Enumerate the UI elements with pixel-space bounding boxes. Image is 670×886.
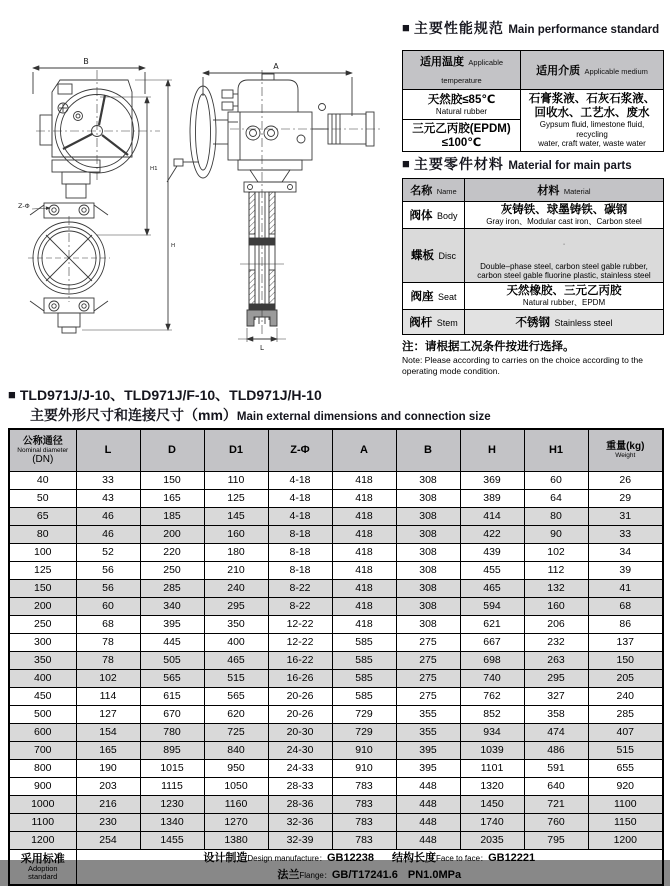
dim-cell: 795: [524, 831, 588, 849]
adoption-standard-row: [9, 849, 663, 885]
applicable-medium-cell: 石膏浆液、石灰石浆液、 回收水、工艺水、废水 Gypsum fluid, limestone fluid, recycling water, craft water, waste water: [521, 90, 664, 152]
dim-cell: 655: [588, 759, 663, 777]
dim-cell: 4-18: [268, 471, 332, 489]
dim-cell: 110: [204, 471, 268, 489]
dim-cell: 721: [524, 795, 588, 813]
dim-cell: 308: [396, 597, 460, 615]
valve-body: [28, 216, 110, 302]
side-view-drawing: [167, 62, 380, 352]
dim-cell: 165: [76, 741, 140, 759]
dim-cell: 565: [140, 669, 204, 687]
dim-cell: 400: [9, 669, 76, 687]
dim-cell: 515: [204, 669, 268, 687]
model-list: TLD971J/J-10、TLD971J/F-10、TLD971J/H-10: [19, 387, 322, 403]
dim-cell: 46: [76, 507, 140, 525]
performance-title-en: Main performance standard: [508, 24, 660, 36]
dim-cell: 729: [332, 723, 396, 741]
top-flange-lug: [30, 203, 108, 218]
dim-cell: 448: [396, 831, 460, 849]
dim-row-dn-65: [9, 507, 663, 525]
dim-cell: 8-18: [268, 543, 332, 561]
dim-cell: 56: [76, 579, 140, 597]
dimension-label-h: H: [171, 243, 176, 249]
dim-cell: 78: [76, 651, 140, 669]
dim-cell: 358: [524, 705, 588, 723]
col-header-weight: 重量(kg) Weight: [588, 429, 663, 471]
dim-cell: 448: [396, 813, 460, 831]
col-header-z: Z-Φ: [268, 429, 332, 471]
dim-cell: 762: [460, 687, 524, 705]
dim-cell: 465: [460, 579, 524, 597]
dim-cell: 308: [396, 543, 460, 561]
dim-cell: 220: [140, 543, 204, 561]
dim-cell: 1101: [460, 759, 524, 777]
dim-cell: 20-26: [268, 687, 332, 705]
dim-cell: 263: [524, 651, 588, 669]
dim-cell: 395: [396, 741, 460, 759]
material-row-stem-value: 不锈钢 Stainless steel: [465, 309, 664, 334]
col-header-d: D: [140, 429, 204, 471]
dim-cell: 4-18: [268, 489, 332, 507]
dim-cell: 1150: [588, 813, 663, 831]
dim-cell: 80: [524, 507, 588, 525]
material-row-disc-value: · Double–phase steel, carbon steel gable rubber, carbon steel gable fluorine plastic, stainless steel: [465, 228, 664, 282]
dim-cell: 1740: [460, 813, 524, 831]
side-handwheel: [167, 86, 216, 182]
dim-cell: 39: [588, 561, 663, 579]
valve-drawings: [0, 12, 400, 382]
dim-cell: 910: [332, 741, 396, 759]
dim-cell: 725: [204, 723, 268, 741]
dim-cell: 355: [396, 705, 460, 723]
col-header-b: B: [396, 429, 460, 471]
dim-cell: 465: [204, 651, 268, 669]
dim-cell: 800: [9, 759, 76, 777]
dim-cell: 640: [524, 777, 588, 795]
dim-cell: 591: [524, 759, 588, 777]
performance-col-temperature: 适用温度 Applicable temperature: [403, 51, 521, 90]
dim-cell: 400: [204, 633, 268, 651]
materials-title-zh: 主要零件材料: [413, 156, 504, 172]
dim-cell: 1115: [140, 777, 204, 795]
dim-cell: 340: [140, 597, 204, 615]
dim-row-dn-150: [9, 579, 663, 597]
performance-table: [402, 50, 664, 152]
dim-cell: 585: [332, 633, 396, 651]
dim-cell: 840: [204, 741, 268, 759]
col-header-h1: H1: [524, 429, 588, 471]
dim-cell: 24-33: [268, 759, 332, 777]
dim-cell: 1160: [204, 795, 268, 813]
section-bullet-icon: ■: [402, 20, 410, 35]
dim-cell: 240: [588, 687, 663, 705]
dim-cell: 486: [524, 741, 588, 759]
performance-title-zh: 主要性能规范: [413, 20, 504, 36]
dim-cell: 112: [524, 561, 588, 579]
bottom-flange-lug: [30, 298, 108, 313]
dim-cell: 20-26: [268, 705, 332, 723]
dim-cell: 43: [76, 489, 140, 507]
dim-cell: 8-22: [268, 597, 332, 615]
dim-cell: 418: [332, 561, 396, 579]
dim-cell: 240: [204, 579, 268, 597]
dim-cell: 16-22: [268, 651, 332, 669]
dim-cell: 31: [588, 507, 663, 525]
dim-cell: 275: [396, 687, 460, 705]
dim-cell: 740: [460, 669, 524, 687]
dim-cell: 783: [332, 777, 396, 795]
dim-cell: 12-22: [268, 633, 332, 651]
dim-row-dn-40: [9, 471, 663, 489]
dim-cell: 422: [460, 525, 524, 543]
dim-cell: 185: [140, 507, 204, 525]
dim-cell: 308: [396, 525, 460, 543]
dim-cell: 369: [460, 471, 524, 489]
dim-cell: 34: [588, 543, 663, 561]
col-header-l: L: [76, 429, 140, 471]
dim-cell: 780: [140, 723, 204, 741]
dim-cell: 46: [76, 525, 140, 543]
performance-section-title: [402, 18, 659, 38]
dimensions-title-zh: 主要外形尺寸和连接尺寸（mm）: [30, 407, 237, 423]
dim-cell: 515: [588, 741, 663, 759]
col-header-d1: D1: [204, 429, 268, 471]
dim-row-dn-500: [9, 705, 663, 723]
dim-cell: 68: [588, 597, 663, 615]
dim-cell: 86: [588, 615, 663, 633]
dim-cell: 418: [332, 615, 396, 633]
dimension-label-b: B: [83, 57, 89, 66]
dim-row-dn-300: [9, 633, 663, 651]
dim-cell: 29: [588, 489, 663, 507]
dim-cell: 205: [588, 669, 663, 687]
dim-cell: 395: [396, 759, 460, 777]
col-header-dn: 公称通径 Nominal diameter (DN): [9, 429, 76, 471]
dim-cell: 90: [524, 525, 588, 543]
dim-cell: 125: [204, 489, 268, 507]
dim-cell: 114: [76, 687, 140, 705]
materials-col-material: 材料 Material: [465, 179, 664, 202]
dim-cell: 28-33: [268, 777, 332, 795]
dim-cell: 275: [396, 651, 460, 669]
dimensions-section-title: [8, 385, 491, 425]
dim-cell: 295: [524, 669, 588, 687]
dim-cell: 418: [332, 543, 396, 561]
dim-cell: 28-36: [268, 795, 332, 813]
dim-cell: 127: [76, 705, 140, 723]
dim-cell: 60: [76, 597, 140, 615]
dim-cell: 600: [9, 723, 76, 741]
dim-cell: 24-30: [268, 741, 332, 759]
dim-row-dn-900: [9, 777, 663, 795]
dimension-label-a: A: [273, 62, 279, 71]
dim-cell: 2035: [460, 831, 524, 849]
dim-cell: 308: [396, 507, 460, 525]
dim-cell: 200: [140, 525, 204, 543]
dim-cell: 1200: [9, 831, 76, 849]
dim-cell: 700: [9, 741, 76, 759]
dim-cell: 448: [396, 795, 460, 813]
dim-cell: 418: [332, 507, 396, 525]
dim-cell: 8-18: [268, 525, 332, 543]
dim-cell: 1200: [588, 831, 663, 849]
dim-cell: 505: [140, 651, 204, 669]
dim-cell: 1320: [460, 777, 524, 795]
dim-cell: 125: [9, 561, 76, 579]
dim-cell: 137: [588, 633, 663, 651]
dim-cell: 102: [76, 669, 140, 687]
dim-cell: 4-18: [268, 507, 332, 525]
motor: [312, 104, 374, 147]
dimension-label-h1: H1: [150, 166, 158, 172]
dim-cell: 418: [332, 525, 396, 543]
dim-cell: 295: [204, 597, 268, 615]
dim-cell: 910: [332, 759, 396, 777]
dim-cell: 308: [396, 471, 460, 489]
dim-cell: 200: [9, 597, 76, 615]
material-row-disc-name: 蝶板 Disc: [403, 228, 465, 282]
temperature-natural-rubber-cell: 天然胶≤85℃ Natural rubber: [403, 90, 521, 120]
dim-cell: 52: [76, 543, 140, 561]
dim-cell: 40: [9, 471, 76, 489]
dim-cell: 1100: [588, 795, 663, 813]
dimensions-table: [8, 428, 664, 886]
dim-cell: 16-26: [268, 669, 332, 687]
dim-cell: 455: [460, 561, 524, 579]
dim-cell: 621: [460, 615, 524, 633]
dim-cell: 26: [588, 471, 663, 489]
dim-cell: 60: [524, 471, 588, 489]
dim-row-dn-1100: [9, 813, 663, 831]
dim-cell: 300: [9, 633, 76, 651]
dim-cell: 1039: [460, 741, 524, 759]
dim-cell: 254: [76, 831, 140, 849]
dim-cell: 407: [588, 723, 663, 741]
dim-cell: 8-18: [268, 561, 332, 579]
dim-cell: 670: [140, 705, 204, 723]
dim-cell: 565: [204, 687, 268, 705]
dim-cell: 418: [332, 579, 396, 597]
dim-cell: 250: [140, 561, 204, 579]
performance-col-medium: 适用介质 Applicable medium: [521, 51, 664, 90]
material-row-seat-name: 阀座 Seat: [403, 282, 465, 309]
gearbox: [40, 80, 132, 157]
dim-cell: 414: [460, 507, 524, 525]
dim-cell: 132: [524, 579, 588, 597]
dim-cell: 230: [76, 813, 140, 831]
dim-cell: 20-30: [268, 723, 332, 741]
material-row-body-name: 阀体 Body: [403, 202, 465, 229]
dim-cell: 64: [524, 489, 588, 507]
dim-cell: 667: [460, 633, 524, 651]
dim-cell: 934: [460, 723, 524, 741]
dim-cell: 950: [204, 759, 268, 777]
dim-cell: 450: [9, 687, 76, 705]
dim-cell: 102: [524, 543, 588, 561]
dim-cell: 895: [140, 741, 204, 759]
dim-cell: 154: [76, 723, 140, 741]
dim-cell: 1340: [140, 813, 204, 831]
note-en-line1: Note: Please according to carries on the choice according to the: [402, 355, 643, 365]
dim-cell: 275: [396, 633, 460, 651]
note-en-line2: operating mode condition.: [402, 365, 500, 376]
temperature-epdm-cell: 三元乙丙胶(EPDM) ≤100℃: [403, 120, 521, 152]
dimension-label-z-phi: Z-Φ: [18, 202, 30, 210]
dim-cell: 355: [396, 723, 460, 741]
dim-cell: 395: [140, 615, 204, 633]
dimensions-table-body: [9, 471, 663, 849]
dim-cell: 327: [524, 687, 588, 705]
dim-cell: 308: [396, 489, 460, 507]
dim-cell: 729: [332, 705, 396, 723]
section-bullet-icon: ■: [8, 387, 16, 402]
dim-cell: 500: [9, 705, 76, 723]
dim-cell: 418: [332, 471, 396, 489]
dimensions-title-en: Main external dimensions and connection size: [236, 411, 491, 423]
dim-cell: 1000: [9, 795, 76, 813]
actuator-body: [228, 112, 312, 160]
dim-cell: 594: [460, 597, 524, 615]
dim-cell: 760: [524, 813, 588, 831]
dim-cell: 920: [588, 777, 663, 795]
dim-cell: 620: [204, 705, 268, 723]
dim-cell: 474: [524, 723, 588, 741]
dim-cell: 783: [332, 831, 396, 849]
dim-cell: 78: [76, 633, 140, 651]
dim-cell: 12-22: [268, 615, 332, 633]
dim-cell: 165: [140, 489, 204, 507]
dim-cell: 65: [9, 507, 76, 525]
section-bullet-icon: ■: [402, 156, 410, 171]
dim-cell: 68: [76, 615, 140, 633]
dim-cell: 285: [140, 579, 204, 597]
dim-row-dn-125: [9, 561, 663, 579]
dim-cell: 150: [140, 471, 204, 489]
dim-cell: 585: [332, 669, 396, 687]
dim-cell: 1455: [140, 831, 204, 849]
material-row-body-value: 灰铸铁、球墨铸铁、碳钢 Gray iron、Modular cast iron、Carbon steel: [465, 202, 664, 229]
dim-cell: 250: [9, 615, 76, 633]
dim-cell: 445: [140, 633, 204, 651]
dim-cell: 206: [524, 615, 588, 633]
dim-cell: 150: [588, 651, 663, 669]
dim-row-dn-200: [9, 597, 663, 615]
actuator-housing: [222, 74, 298, 112]
dim-cell: 439: [460, 543, 524, 561]
dim-row-dn-100: [9, 543, 663, 561]
dim-cell: 585: [332, 651, 396, 669]
dim-row-dn-80: [9, 525, 663, 543]
dim-cell: 418: [332, 597, 396, 615]
dim-row-dn-350: [9, 651, 663, 669]
dim-cell: 350: [9, 651, 76, 669]
dim-cell: 160: [204, 525, 268, 543]
dim-cell: 418: [332, 489, 396, 507]
dim-cell: 783: [332, 795, 396, 813]
dim-cell: 783: [332, 813, 396, 831]
dim-cell: 1050: [204, 777, 268, 795]
dim-row-dn-600: [9, 723, 663, 741]
dim-cell: 308: [396, 561, 460, 579]
material-row-stem-name: 阀杆 Stem: [403, 309, 465, 334]
material-row-seat-value: 天然橡胶、三元乙丙胶 Natural rubber、EPDM: [465, 282, 664, 309]
dim-cell: 448: [396, 777, 460, 795]
dim-cell: 100: [9, 543, 76, 561]
dim-cell: 389: [460, 489, 524, 507]
dim-cell: 615: [140, 687, 204, 705]
dim-cell: 852: [460, 705, 524, 723]
dim-cell: 1450: [460, 795, 524, 813]
front-view-drawing: [18, 57, 175, 333]
dim-cell: 1380: [204, 831, 268, 849]
dim-cell: 585: [332, 687, 396, 705]
dim-cell: 350: [204, 615, 268, 633]
dim-cell: 41: [588, 579, 663, 597]
dim-cell: 32-39: [268, 831, 332, 849]
dim-cell: 56: [76, 561, 140, 579]
dim-cell: 308: [396, 615, 460, 633]
dim-row-dn-50: [9, 489, 663, 507]
dim-cell: 1100: [9, 813, 76, 831]
dim-cell: 80: [9, 525, 76, 543]
dim-cell: 216: [76, 795, 140, 813]
materials-table: [402, 178, 664, 335]
dim-row-dn-1200: [9, 831, 663, 849]
dim-cell: 8-22: [268, 579, 332, 597]
dim-row-dn-400: [9, 669, 663, 687]
dim-cell: 180: [204, 543, 268, 561]
dim-row-dn-450: [9, 687, 663, 705]
dim-cell: 275: [396, 669, 460, 687]
dim-cell: 160: [524, 597, 588, 615]
materials-section-title: [402, 154, 632, 174]
dimension-label-l: L: [260, 344, 264, 352]
dim-cell: 203: [76, 777, 140, 795]
dim-cell: 1015: [140, 759, 204, 777]
materials-title-en: Material for main parts: [508, 160, 632, 172]
dim-cell: 698: [460, 651, 524, 669]
dim-cell: 1270: [204, 813, 268, 831]
dim-row-dn-1000: [9, 795, 663, 813]
note-zh: 注：请根据工况条件按进行选择。: [402, 341, 575, 353]
adoption-standard-values: 设计制造Design manufacture：GB12238 结构长度Face to face：GB12221 法兰Flange：GB/T17241.6 PN1.0MPa: [76, 849, 663, 885]
dim-cell: 190: [76, 759, 140, 777]
dim-cell: 33: [588, 525, 663, 543]
dim-row-dn-250: [9, 615, 663, 633]
dim-cell: 145: [204, 507, 268, 525]
dim-cell: 210: [204, 561, 268, 579]
selection-note: [402, 340, 664, 376]
adoption-standard-label: 采用标准 Adoption standard: [9, 849, 76, 885]
dim-row-dn-800: [9, 759, 663, 777]
dim-cell: 32-36: [268, 813, 332, 831]
dim-cell: 285: [588, 705, 663, 723]
dim-cell: 50: [9, 489, 76, 507]
dim-cell: 1230: [140, 795, 204, 813]
materials-col-name: 名称 Name: [403, 179, 465, 202]
dim-cell: 900: [9, 777, 76, 795]
col-header-h: H: [460, 429, 524, 471]
col-header-a: A: [332, 429, 396, 471]
dim-cell: 232: [524, 633, 588, 651]
dim-cell: 308: [396, 579, 460, 597]
dimensions-header-row: [9, 429, 663, 471]
dim-cell: 33: [76, 471, 140, 489]
dim-row-dn-700: [9, 741, 663, 759]
dim-cell: 150: [9, 579, 76, 597]
